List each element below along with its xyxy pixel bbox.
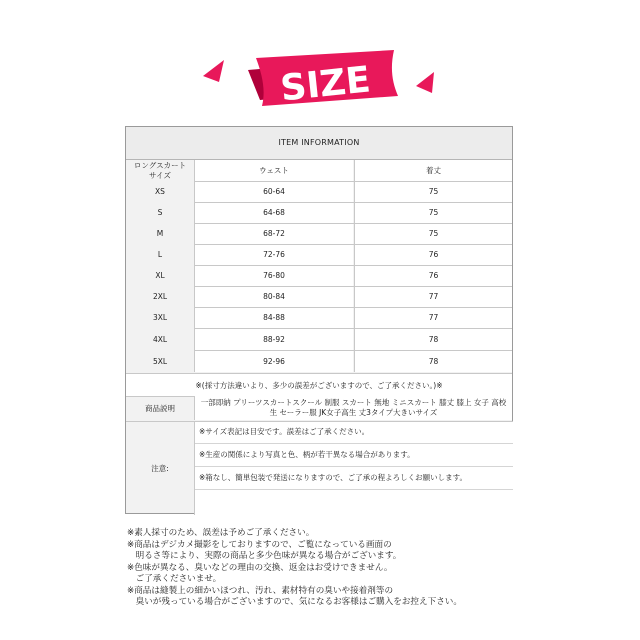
table-row — [126, 308, 512, 328]
waist-cell: 60-64 — [194, 182, 353, 202]
banner-title: SIZE — [278, 59, 373, 110]
footer-note-line: 臭いが残っている場合がございますので、気になるお客様はご購入をお控え下さい。 — [127, 597, 462, 607]
size-cell: 5XL — [152, 356, 168, 366]
table-row — [126, 182, 512, 202]
waist-cell: 72-76 — [194, 245, 353, 265]
size-cell: L — [157, 250, 163, 259]
footer-note-line: ※素人採寸のため、誤差は予めご了承ください。 — [127, 528, 315, 538]
waist-cell: 80-84 — [194, 287, 353, 307]
caution-line: ※箱なし、簡単包装で発送になりますので、ご了承の程よろしくお願いします。 — [199, 473, 468, 482]
waist-cell: 64-68 — [194, 203, 353, 223]
length-cell: 78 — [354, 329, 512, 350]
waist-cell: 92-96 — [194, 351, 353, 372]
length-cell: 77 — [354, 287, 512, 307]
table-row — [126, 329, 512, 350]
table-header-row — [126, 160, 512, 181]
waist-cell: 88-92 — [194, 329, 353, 350]
col-header-size: ロングスカート サイズ — [133, 160, 187, 180]
table-row — [126, 203, 512, 223]
waist-cell: 76-80 — [194, 266, 353, 286]
item-information-header: ITEM INFORMATION — [126, 127, 512, 160]
length-cell: 77 — [354, 308, 512, 328]
length-cell: 75 — [354, 224, 512, 244]
measurement-note: ※(採寸方法違いより、多少の誤差がございますので、ご了承ください。)※ — [126, 373, 512, 397]
col-header-waist: ウェスト — [194, 160, 353, 181]
waist-cell: 84-88 — [194, 308, 353, 328]
size-cell: XL — [155, 271, 165, 280]
size-sheet — [125, 126, 513, 514]
table-row — [126, 351, 512, 372]
length-cell: 75 — [354, 182, 512, 202]
size-cell: 3XL — [152, 313, 168, 322]
length-cell: 78 — [354, 351, 512, 372]
left-triangle-decor — [203, 60, 224, 82]
footer-note-line: ※商品は縫製上の細かいほつれ、汚れ、素材特有の臭いや接着剤等の — [127, 585, 394, 596]
caution-line: ※生産の関係により写真と色、柄が若干異なる場合があります。 — [199, 450, 415, 459]
size-cell: 4XL — [152, 334, 168, 344]
length-cell: 76 — [354, 245, 512, 265]
table-row — [126, 245, 512, 265]
size-cell: XS — [155, 187, 165, 196]
size-cell: S — [157, 208, 163, 217]
description-label: 商品説明 — [145, 403, 175, 413]
description-text: 一部即納 プリーツスカートスクール 制服 スカート 無地 ミニスカート 膝丈 膝上 女子 高校生 セーラー服 JK女子高生 丈3タイプ大きいサイズ — [194, 396, 512, 420]
footer-note-line: ※商品はデジカメ撮影をしておりますので、ご覧になっている画面の — [127, 539, 392, 550]
caution-line: ※サイズ表記は目安です。誤差はご了承ください。 — [199, 427, 370, 436]
size-cell: 2XL — [152, 292, 168, 301]
footer-note-line: 明るさ等により、実際の商品と多少色味が異なる場合がございます。 — [127, 551, 402, 561]
length-cell: 76 — [354, 266, 512, 286]
footer-note-line: ご了承くださいませ。 — [127, 574, 222, 584]
table-row — [126, 287, 512, 307]
col-header-length: 着丈 — [354, 160, 512, 181]
right-triangle-decor — [416, 72, 434, 93]
footer-notes — [127, 528, 627, 609]
size-cell: M — [156, 229, 164, 238]
footer-note-line: ※色味が異なる、臭いなどの理由の交換、返金はお受けできません。 — [127, 562, 393, 573]
table-row — [126, 266, 512, 286]
waist-cell: 68-72 — [194, 224, 353, 244]
caution-label: 注意: — [126, 421, 194, 515]
caution-box — [194, 421, 513, 515]
table-row — [126, 224, 512, 244]
size-banner — [0, 0, 640, 125]
length-cell: 75 — [354, 203, 512, 223]
